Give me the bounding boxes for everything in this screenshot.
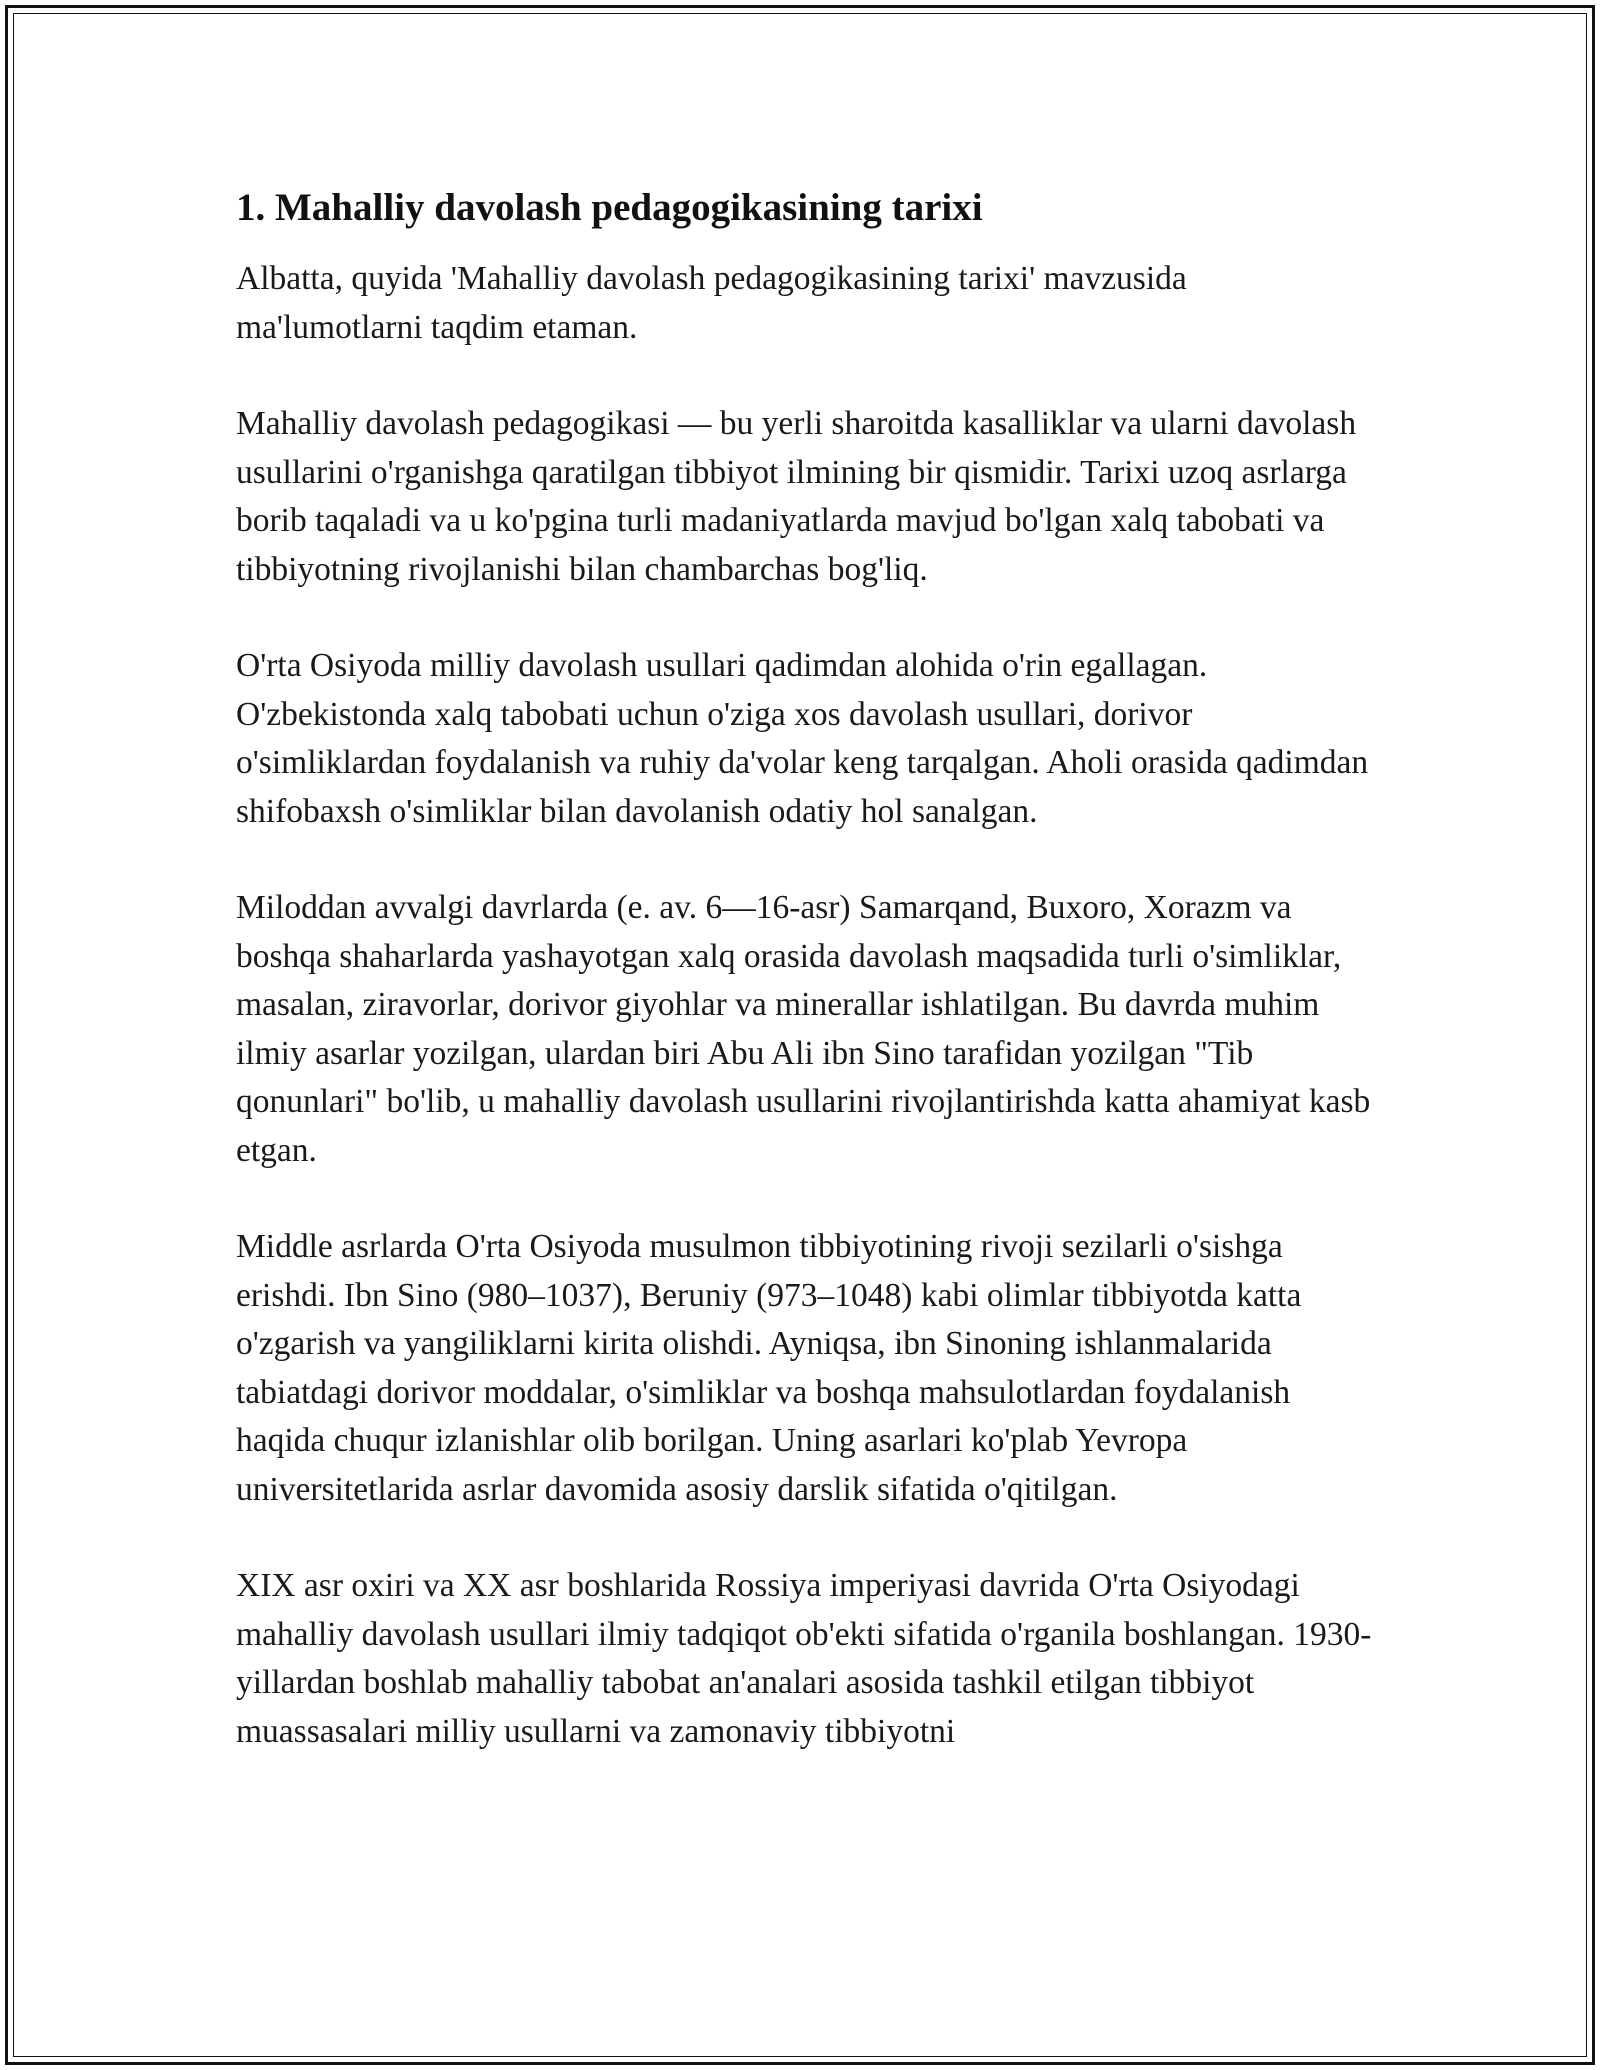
paragraph-central-asia: O'rta Osiyoda milliy davolash usullari qadimdan alohida o'rin egallagan. O'zbekistonda xalq tabobati uchun o'ziga xos davolash usullari, dorivor o'simliklardan foydalanish va ruhiy da'volar keng tarqalgan. Aholi orasida qadimdan shifobaxsh o'simliklar bilan davolanish odatiy hol sanalgan. xyxy=(236,647,1369,830)
paragraph-modern-period: XIX asr oxiri va XX asr boshlarida Rossiya imperiyasi davrida O'rta Osiyodagi mahalliy davolash usullari ilmiy tadqiqot ob'ekti sifatida o'rganila boshlangan. 1930-yillardan boshlab mahalliy tabobat an'analari asosida tashkil etilgan tibbiyot muassasalari milliy usullarni va zamonaviy tibbiyotni xyxy=(236,1567,1372,1750)
paragraph-intro: Albatta, quyida 'Mahalliy davolash pedagogikasining tarixi' mavzusida ma'lumotlarni taqdim etaman. xyxy=(236,260,1187,346)
document-body xyxy=(236,183,1376,1804)
document-title: 1. Mahalliy davolash pedagogikasining tarixi xyxy=(236,186,983,229)
paragraph-ancient-period: Miloddan avvalgi davrlarda (e. av. 6—16-asr) Samarqand, Buxoro, Xorazm va boshqa shaharlarda yashayotgan xalq orasida davolash maqsadida turli o'simliklar, masalan, ziravorlar, dorivor giyohlar va minerallar ishlatilgan. Bu davrda muhim ilmiy asarlar yozilgan, ulardan biri Abu Ali ibn Sino tarafidan yozilgan "Tib qonunlari" bo'lib, u mahalliy davolash usullarini rivojlantirishda katta ahamiyat kasb etgan. xyxy=(236,889,1371,1169)
paragraph-definition: Mahalliy davolash pedagogikasi — bu yerli sharoitda kasalliklar va ularni davolash usullarini o'rganishga qaratilgan tibbiyot ilmining bir qismidir. Tarixi uzoq asrlarga borib taqaladi va u ko'pgina turli madaniyatlarda mavjud bo'lgan xalq tabobati va tibbiyotning rivojlanishi bilan chambarchas bog'liq. xyxy=(236,405,1357,588)
paragraph-middle-ages: Middle asrlarda O'rta Osiyoda musulmon tibbiyotining rivoji sezilarli o'sishga erishdi. Ibn Sino (980–1037), Beruniy (973–1048) kabi olimlar tibbiyotda katta o'zgarish va yangiliklarni kirita olishdi. Ayniqsa, ibn Sinoning ishlanmalarida tabiatdagi dorivor moddalar, o'simliklar va boshqa mahsulotlardan foydalanish haqida chuqur izlanishlar olib borilgan. Uning asarlari ko'plab Yevropa universitetlarida asrlar davomida asosiy darslik sifatida o'qitilgan. xyxy=(236,1228,1302,1508)
